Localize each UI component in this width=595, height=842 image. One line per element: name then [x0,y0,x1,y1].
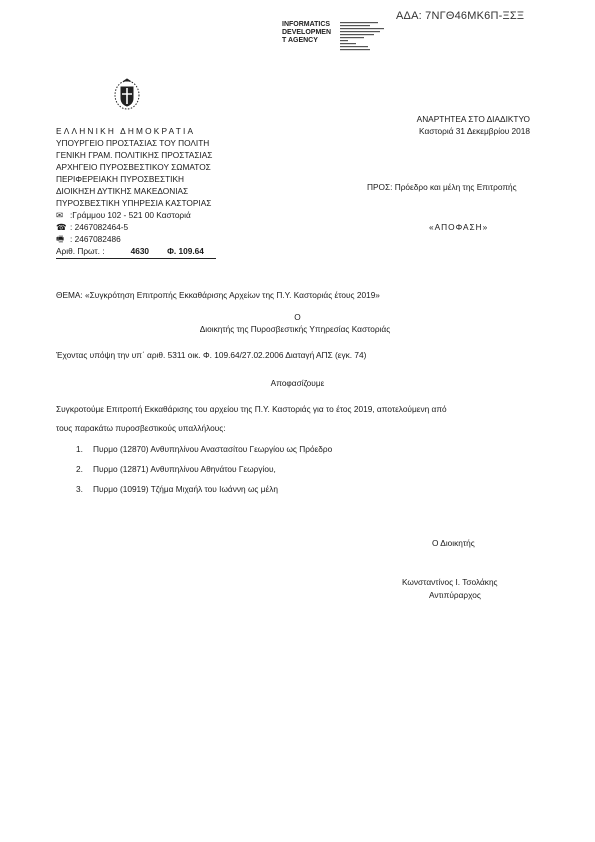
authority-title: Διοικητής της Πυροσβεστικής Υπηρεσίας Καστοριάς [199,324,391,334]
issuer-line: ΕΛΛΗΝΙΚΗ ΔΗΜΟΚΡΑΤΙΑ [56,126,196,136]
protocol-label: Αριθ. Πρωτ. : [56,246,105,256]
issuer-line: ΠΥΡΟΣΒΕΣΤΙΚΗ ΥΠΗΡΕΣΙΑ ΚΑΣΤΟΡΙΑΣ [56,198,212,208]
phone-icon: ☎ [56,222,67,232]
issuer-line: ΓΕΝΙΚΗ ΓΡΑΜ. ΠΟΛΙΤΙΚΗΣ ΠΡΟΣΤΑΣΙΑΣ [56,150,213,160]
stamp-line: DEVELOPMEN [282,29,332,36]
decision-label: «ΑΠΟΦΑΣΗ» [429,222,489,232]
posting-notice: ΑΝΑΡΤΗΤΕΑ ΣΤΟ ΔΙΑΔΙΚΤΥΟ [416,114,530,124]
ada-code: ΑΔΑ: 7ΝΓΘ46ΜΚ6Π-ΞΣΞ [396,10,525,22]
signature-rank: Αντιπύραρχος [429,590,481,600]
list-item [76,444,332,454]
protocol-file: Φ. 109.64 [167,246,204,256]
list-number: 1. [76,444,83,454]
digital-signature-mark [340,21,390,55]
signature-role: Ο Διοικητής [432,538,475,548]
decide-heading: Αποφασίζουμε [270,378,325,388]
paragraph-line: τους παρακάτω πυροσβεστικούς υπαλλήλους: [56,423,226,433]
list-number: 2. [76,464,83,474]
phone-text: : 2467082464-5 [70,222,129,232]
list-text: Πυρμο (12871) Ανθυπηλίνου Αθηνάτου Γεωργίου, [93,464,276,474]
greek-coat-of-arms-icon [112,78,142,112]
recipient: ΠΡΟΣ: Πρόεδρο και μέλη της Επιτροπής [367,182,517,192]
address-text: :Γράμμου 102 - 521 00 Καστοριά [70,210,191,220]
right-header [390,113,530,137]
phone-line [56,221,216,233]
protocol-line [56,245,216,259]
protocol-number: 4630 [130,246,150,256]
issuer-header [56,125,216,259]
subject-line: ΘΕΜΑ: «Συγκρότηση Επιτροπής Εκκαθάρισης Αρχείων της Π.Υ. Καστοριάς έτους 2019» [56,290,380,300]
issuer-line: ΑΡΧΗΓΕΙΟ ΠΥΡΟΣΒΕΣΤΙΚΟΥ ΣΩΜΑΤΟΣ [56,162,211,172]
list-number: 3. [76,484,83,494]
signature-name: Κωνσταντίνος Ι. Τσολάκης [402,577,498,587]
authority-article: Ο [294,312,301,322]
list-text: Πυρμο (10919) Τζήμα Μιχαήλ του Ιωάννη ως μέλη [93,484,278,494]
issuer-line: ΔΙΟΙΚΗΣΗ ΔΥΤΙΚΗΣ ΜΑΚΕΔΟΝΙΑΣ [56,186,189,196]
issuer-line: ΥΠΟΥΡΓΕΙΟ ΠΡΟΣΤΑΣΙΑΣ ΤΟΥ ΠΟΛΙΤΗ [56,138,210,148]
paragraph-line: Συγκροτούμε Επιτροπή Εκκαθάρισης του αρχείου της Π.Υ. Καστοριάς για το έτος 2019, αποτελούμενη από [56,404,447,414]
issuer-line: ΠΕΡΙΦΕΡΕΙΑΚΗ ΠΥΡΟΣΒΕΣΤΙΚΗ [56,174,184,184]
fax-line [56,233,216,245]
list-item [76,484,278,494]
fax-icon: 🖷 [56,234,64,244]
fax-text: : 2467082486 [70,234,121,244]
list-item [76,464,276,474]
list-text: Πυρμο (12870) Ανθυπηλίνου Αναστασίτου Γεωργίου ως Πρόεδρο [93,444,333,454]
stamp-fine-print [340,21,390,56]
stamp-line: T AGENCY [282,37,318,44]
stamp-line: INFORMATICS [282,21,331,28]
document-date: Καστοριά 31 Δεκεμβρίου 2018 [419,126,530,136]
address-line [56,209,216,221]
envelope-icon: ✉ [56,210,63,220]
considering-text: Έχοντας υπόψη την υπ΄ αριθ. 5311 οικ. Φ. 109.64/27.02.2006 Διαταγή ΑΠΣ (εγκ. 74) [56,350,367,360]
